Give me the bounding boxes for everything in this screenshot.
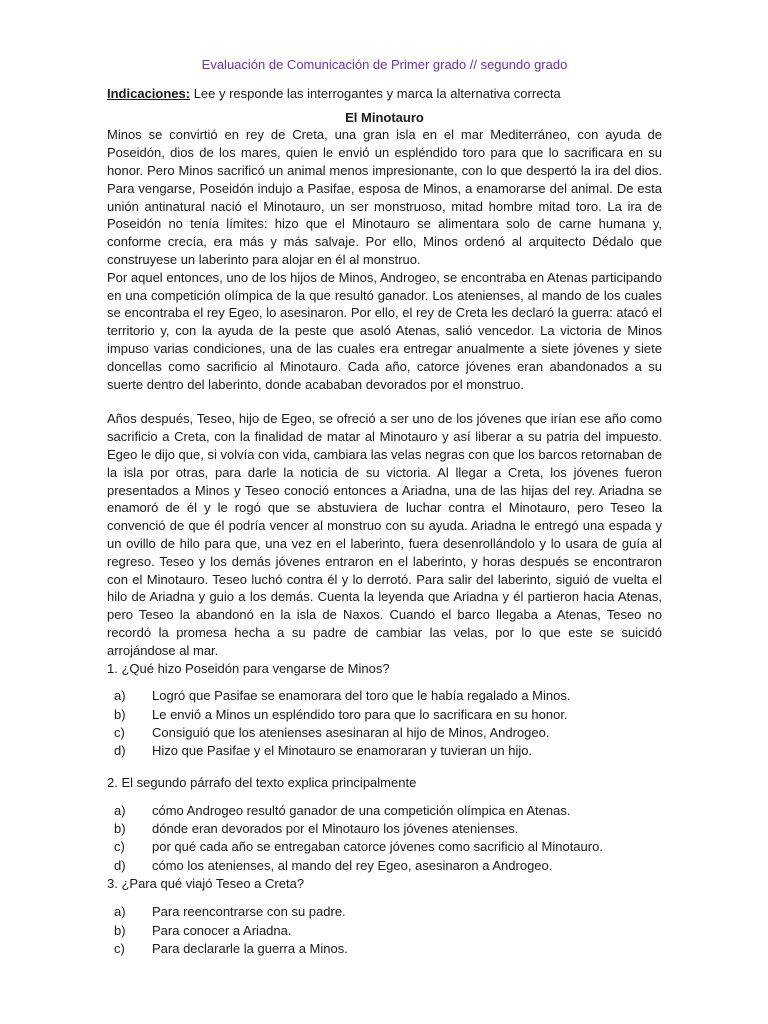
option-2a[interactable] <box>107 802 662 820</box>
option-letter: c) <box>114 724 125 740</box>
option-letter: a) <box>114 688 126 704</box>
question-2-options <box>107 802 662 875</box>
option-text: cómo Androgeo resultó ganador de una competición olímpica en Atenas. <box>152 802 571 818</box>
option-1b[interactable] <box>107 706 662 724</box>
instructions-label: Indicaciones: <box>107 85 191 101</box>
story-paragraph-2: Por aquel entonces, uno de los hijos de Minos, Androgeo, se encontraba en Atenas participando en una competición olímpica de la que resultó ganador. Los atenienses, al mando de los cuales se encontraba el rey Egeo, lo asesinaron. Por ello, el rey de Creta les declaró la guerra: atacó el territorio y, con la ayuda de la peste que asoló Atenas, salió vencedor. La victoria de Minos impuso varias condiciones, una de las cuales era entregar anualmente a siete jóvenes y siete doncellas como sacrificio al Minotauro. Cada año, catorce jóvenes eran abandonados a su suerte dentro del laberinto, donde acababan devorados por el monstruo. <box>107 269 662 392</box>
paragraph-spacer <box>107 393 662 410</box>
question-1: 1. ¿Qué hizo Poseidón para vengarse de Minos? <box>107 660 390 676</box>
option-letter: a) <box>114 904 126 920</box>
option-text: Para conocer a Ariadna. <box>152 922 292 938</box>
option-2b[interactable] <box>107 820 662 838</box>
option-letter: c) <box>114 940 125 956</box>
instructions <box>107 85 662 103</box>
option-text: Hizo que Pasifae y el Minotauro se enamoraran y tuvieran un hijo. <box>152 743 533 759</box>
option-3c[interactable] <box>107 940 662 958</box>
option-text: Le envió a Minos un espléndido toro para que lo sacrificara en su honor. <box>152 706 568 722</box>
option-letter: b) <box>114 706 126 722</box>
story-paragraph-1: Minos se convirtió en rey de Creta, una gran isla en el mar Mediterráneo, con ayuda de Poseidón, dios de los mares, quien le envió un espléndido toro para que lo sacrificara en su honor. Pero Minos sacrificó un animal menos impresionante, con lo que despertó la ira del dios. Para vengarse, Poseidón indujo a Pasifae, esposa de Minos, a enamorarse del animal. De esta unión antinatural nació el Minotauro, un ser monstruoso, mitad hombre mitad toro. La ira de Poseidón no tenía límites: hizo que el Minotauro se alimentara solo de carne humana y, conforme crecía, era más y más salvaje. Por ello, Minos ordenó al arquitecto Dédalo que construyese un laberinto para alojar en él al monstruo. <box>107 127 662 267</box>
option-letter: b) <box>114 821 126 837</box>
option-text: por qué cada año se entregaban catorce jóvenes como sacrificio al Minotauro. <box>152 839 603 855</box>
option-3b[interactable] <box>107 922 662 940</box>
question-3-options <box>107 903 662 957</box>
option-3a[interactable] <box>107 903 662 921</box>
question-3: 3. ¿Para qué viajó Teseo a Creta? <box>107 876 305 892</box>
story-title: El Minotauro <box>345 109 424 125</box>
option-text: Consiguió que los atenienses asesinaran al hijo de Minos, Androgeo. <box>152 724 550 740</box>
option-text: Para declararle la guerra a Minos. <box>152 940 348 956</box>
option-letter: d) <box>114 743 126 759</box>
option-text: Logró que Pasifae se enamorara del toro que le había regalado a Minos. <box>152 688 571 704</box>
page-title: Evaluación de Comunicación de Primer grado // segundo grado <box>201 57 568 72</box>
story-paragraph-3: Años después, Teseo, hijo de Egeo, se ofreció a ser uno de los jóvenes que irían ese año como sacrificio a Creta, con la finalidad de matar al Minotauro y así liberar a su patria del impuesto. Egeo le dijo que, si volvía con vida, cambiara las velas negras con que los barcos retornaban de la isla por otras, para darle la noticia de su victoria. Al llegar a Creta, los jóvenes fueron presentados a Minos y Teseo conoció entonces a Ariadna, una de las hijas del rey. Ariadna se enamoró de él y le rogó que se abstuviera de luchar contra el Minotauro, pero Teseo la convenció de que él podría vencer al monstruo con su ayuda. Ariadna le entregó una espada y un ovillo de hilo para que, una vez en el laberinto, fuera desenrollándolo y lo usara de guía al regreso. Teseo y los demás jóvenes entraron en el laberinto, y horas después se encontraron con el Minotauro. Teseo luchó contra él y lo derrotó. Para salir del laberinto, siguió de vuelta el hilo de Ariadna y guio a los demás. Cuenta la leyenda que Ariadna y él partieron hacia Atenas, pero Teseo la abandonó en la isla de Naxos. Cuando el barco llegaba a Atenas, Teseo no recordó la promesa hecha a su padre de cambiar las velas, por lo que este se suicidó arrojándose al mar. <box>107 411 662 658</box>
option-text: dónde eran devorados por el Minotauro los jóvenes atenienses. <box>152 821 519 837</box>
instructions-text: Lee y responde las interrogantes y marca la alternativa correcta <box>190 85 561 101</box>
option-2c[interactable] <box>107 838 662 856</box>
option-letter: b) <box>114 922 126 938</box>
option-1c[interactable] <box>107 724 662 742</box>
option-2d[interactable] <box>107 857 662 875</box>
question-1-options <box>107 687 662 760</box>
option-letter: d) <box>114 857 126 873</box>
option-text: cómo los atenienses, al mando del rey Egeo, asesinaron a Androgeo. <box>152 857 553 873</box>
option-1a[interactable] <box>107 687 662 705</box>
option-text: Para reencontrarse con su padre. <box>152 904 346 920</box>
question-2: 2. El segundo párrafo del texto explica principalmente <box>107 774 417 790</box>
option-letter: c) <box>114 839 125 855</box>
option-1d[interactable] <box>107 742 662 760</box>
option-letter: a) <box>114 802 126 818</box>
